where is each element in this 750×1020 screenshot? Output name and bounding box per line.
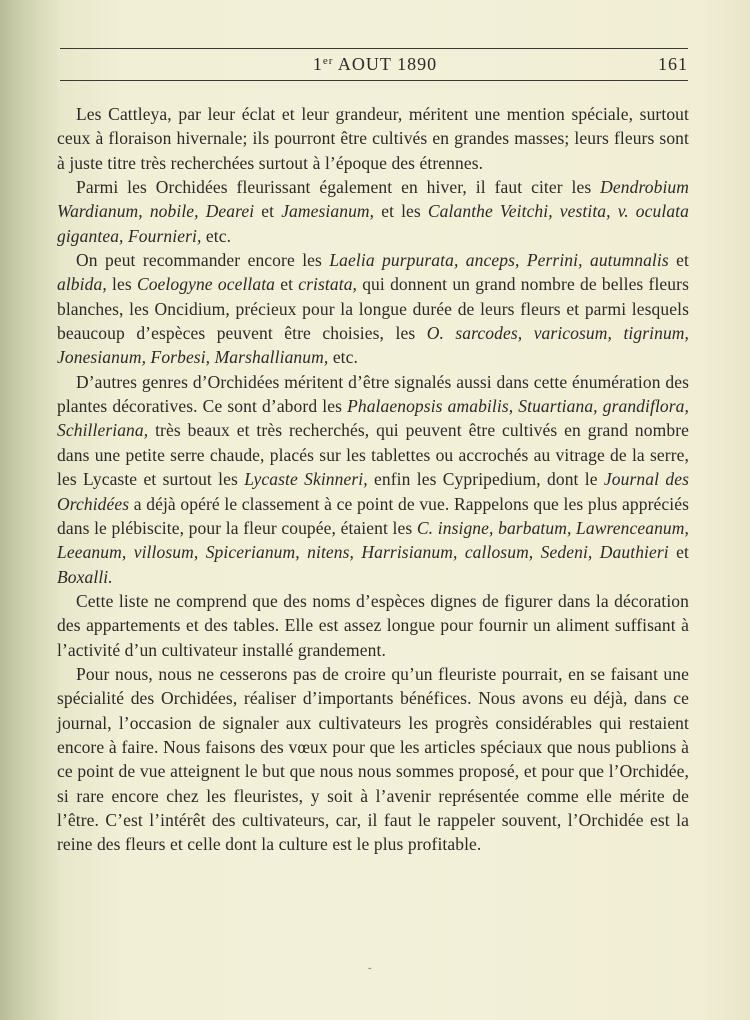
text-run: Parmi les Orchidées fleurissant également en hiver, il faut citer les bbox=[76, 177, 601, 198]
paragraph bbox=[57, 370, 689, 589]
text-run: enfin les Cypripedium, dont le bbox=[367, 469, 604, 490]
header-bottom-rule bbox=[60, 80, 688, 81]
text-run: Pour nous, nous ne cesserons pas de croire qu’un fleuriste pourrait, en se faisant une spécialité des Orchidées, réaliser d’importants bénéfices. Nous avons eu déjà, dans ce journal, l’occasion de signaler aux cultivateurs les progrès considérables qui restaient encore à faire. Nous faisons des vœux pour que les articles spéciaux que nous publions à ce point de vue atteignent le but que nous nous sommes proposé, et pour que l’Orchidée, si rare encore chez les fleuristes, y soit à l’avenir représentée comme elle mérite de l’être. C’est l’intérêt des cultivateurs, car, il faut le rappeler souvent, l’Orchidée est la reine des fleurs et celle dont la culture est le plus profitable. bbox=[57, 663, 689, 855]
text-run: qui donnent un grand nombre de belles fleurs blanches, les Oncidium, précieux pour la longue durée de leurs fleurs et parmi lesquels beaucoup d’espèces peuvent être choisies, les bbox=[57, 274, 689, 344]
article-body bbox=[57, 102, 689, 857]
italic-species-name: albida, bbox=[57, 274, 107, 295]
running-head-ordinal: er bbox=[322, 55, 334, 67]
italic-species-name: Laelia purpurata, anceps, Perrini, autumnalis bbox=[329, 250, 669, 271]
italic-species-name: C. insigne, barbatum, Lawrenceanum, Leeanum, villosum, Spicerianum, nitens, Harrisianum, callosum, Sedeni, Dauthieri bbox=[57, 517, 689, 563]
italic-species-name: Lycaste Skinneri, bbox=[244, 469, 368, 490]
italic-species-name: Boxalli. bbox=[57, 566, 113, 587]
text-run: et bbox=[254, 201, 282, 222]
text-run: et les bbox=[374, 201, 428, 222]
text-run: D’autres genres d’Orchidées méritent d’être signalés aussi dans cette énumération des plantes décoratives. Ce sont d’abord les bbox=[57, 371, 689, 417]
italic-species-name: Phalaenopsis amabilis, Stuartiana, grandiflora, Schilleriana, bbox=[57, 396, 690, 441]
header-top-rule bbox=[60, 48, 688, 49]
italic-species-name: Jamesianum, bbox=[281, 201, 375, 222]
paragraph bbox=[57, 175, 689, 248]
italic-species-name: Journal des Orchidées bbox=[57, 469, 689, 514]
text-run: On peut recommander encore les bbox=[76, 250, 330, 271]
paragraph bbox=[57, 589, 689, 662]
text-run: et bbox=[668, 250, 690, 271]
text-run: etc. bbox=[201, 225, 232, 246]
text-run: a déjà opéré le classement à ce point de vue. Rappelons que les plus appréciés dans le plébiscite, pour la fleur coupée, étaient les bbox=[57, 493, 689, 538]
italic-species-name: O. sarcodes, varicosum, tigrinum, Jonesianum, Forbesi, Marshallianum, bbox=[57, 323, 690, 368]
italic-species-name: Dendrobium Wardianum, nobile, Dearei bbox=[57, 177, 689, 222]
text-run: très beaux et très recherchés, qui peuvent être cultivés en grand nombre dans une petite serre chaude, placés sur les tablettes ou accrochés au vitrage de la serre, les Lycaste et surtout les bbox=[57, 420, 689, 490]
italic-species-name: Coelogyne ocellata bbox=[136, 274, 276, 295]
italic-species-name: Calanthe Veitchi, vestita, v. oculata gigantea, Fournieri, bbox=[57, 201, 689, 246]
page-number: 161 bbox=[658, 54, 688, 74]
paragraph bbox=[57, 102, 689, 175]
italic-species-name: cristata, bbox=[298, 274, 358, 295]
text-run: Cette liste ne comprend que des noms d’espèces dignes de figurer dans la décoration des appartements et des tables. Elle est assez longue pour fournir un aliment suffisant à l’activité d’un cultivateur installé grandement. bbox=[57, 590, 689, 660]
text-run: etc. bbox=[328, 347, 358, 368]
stray-ink-mark: ˘ bbox=[368, 966, 372, 978]
text-run: les bbox=[106, 274, 137, 295]
paragraph bbox=[57, 248, 689, 370]
running-head-day: 1 bbox=[312, 54, 323, 74]
text-run: Les Cattleya, par leur éclat et leur grandeur, méritent une mention spéciale, surtout ceux à floraison hivernale; ils pourront être cultivés en grandes masses; leurs fleurs sont à juste titre très recherchées surtout à l’époque des étrennes. bbox=[57, 104, 689, 173]
paragraph bbox=[57, 662, 689, 857]
text-run: et bbox=[275, 274, 299, 295]
running-head-date bbox=[0, 54, 750, 75]
text-run: et bbox=[668, 542, 689, 563]
running-head-month-year: AOUT 1890 bbox=[333, 54, 438, 74]
